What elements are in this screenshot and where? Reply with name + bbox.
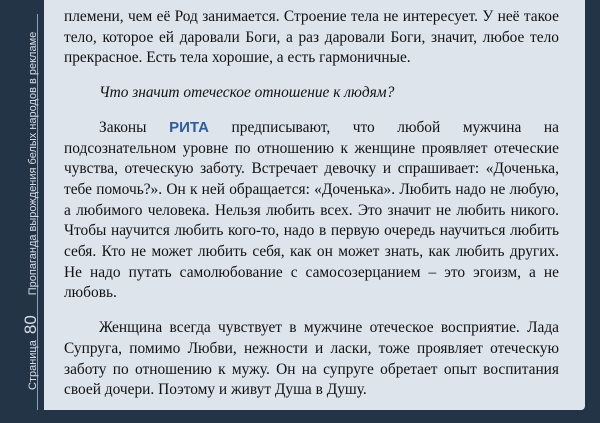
sidebar [0,0,44,423]
paragraph-1: племени, чем её Род занимается. Строение тела не интересует. У неё такое тело, которое ей даровали Боги, а раз даровали Боги, значит, любое тело прекрасное. Есть тела хорошие, а есть гармоничные. [64,8,559,67]
paragraph-2-rest: предписывают, что любой мужчина на подсознательном уровне по отношению к женщине проявляет отеческие чувства, отеческую заботу. Встречает девочку и спрашивает: «Доченька, тебе помочь?». Он к ней обращается: «Доченька». Любить надо не любую, а любимого человека. Нельзя любить всех. Это значит не любить никого. Чтобы научится любить кого-то, надо в первую очередь научиться любить себя. Кто не может любить себя, как он может знать, как любить других. Не надо путать самолюбование с самосозерцанием – это эгоизм, а не любовь. [64,118,559,302]
paragraph-3: Женщина всегда чувствует в мужчине отеческое восприятие. Лада Супруга, помимо Любви, нежности и ласки, тоже проявляет отеческую заботу по отношению к мужу. Он на супруге обретает опыт воспитания своей дочери. Поэтому и живут Душа в Душу. [64,319,559,399]
section-title: Пропаганда вырождения белых народов в рекламе [27,31,39,296]
rita-highlight: РИТА [169,118,209,136]
page-label: Страница [27,340,39,390]
question-heading: Что значит отеческое отношение к людям? [99,84,395,102]
sidebar-caption [21,32,41,390]
body-text [64,7,559,401]
text-panel [44,0,585,410]
page-number: 80 [21,315,40,335]
paragraph-2-start: Законы [99,118,170,136]
paragraph-2 [64,118,559,304]
